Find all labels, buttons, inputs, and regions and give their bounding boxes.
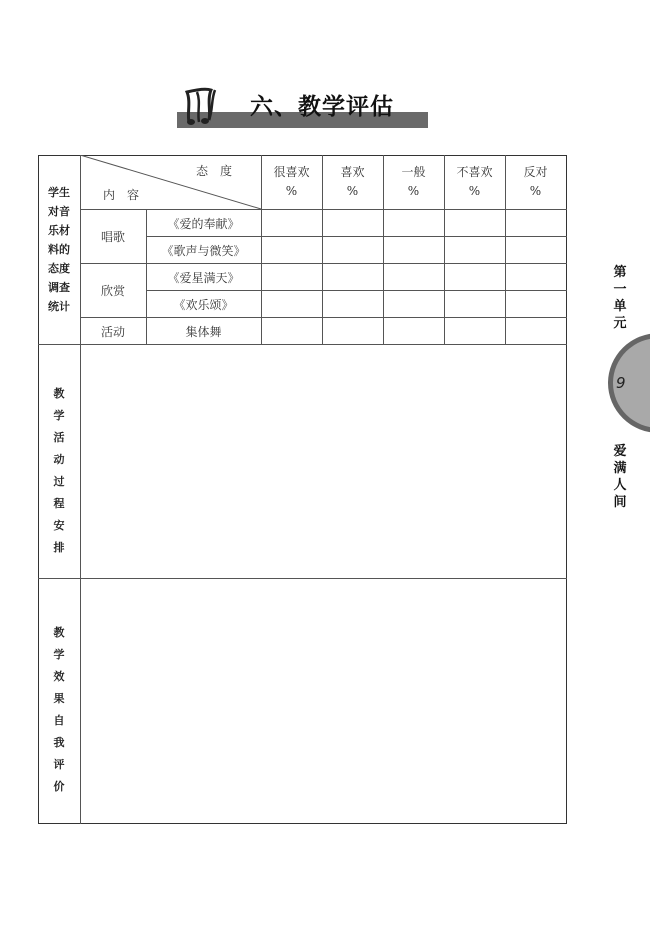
label-char: 人	[613, 478, 627, 493]
label-char: 价	[53, 780, 65, 793]
column-header	[261, 163, 322, 198]
label-line: 料的	[48, 243, 70, 256]
column-unit: %	[468, 184, 481, 198]
label-char: 动	[53, 453, 65, 466]
label-line: 对音	[48, 205, 70, 218]
label-line: 统计	[48, 300, 70, 313]
label-char: 学	[53, 409, 65, 422]
unit-label	[612, 264, 628, 332]
column-label: 很喜欢	[273, 165, 310, 179]
teaching-process-area[interactable]	[81, 345, 566, 577]
item-label: 《欢乐颂》	[173, 298, 234, 312]
column-label: 喜欢	[340, 165, 365, 179]
label-char: 程	[53, 497, 65, 510]
label-line: 乐材	[48, 224, 70, 237]
self-evaluation-area[interactable]	[81, 579, 566, 823]
label-char: 元	[613, 316, 627, 331]
item-label: 《歌声与微笑》	[161, 244, 246, 258]
divider	[80, 317, 567, 318]
corner-header-attitude: 态 度	[196, 164, 233, 178]
label-char: 我	[53, 736, 65, 749]
page-number: 9	[616, 374, 626, 392]
label-char: 评	[53, 758, 65, 771]
page-title: 六、教学评估	[250, 94, 394, 120]
label-char: 第	[613, 265, 627, 280]
label-char: 满	[613, 461, 627, 476]
item-label: 集体舞	[185, 325, 222, 339]
label-line: 调查	[48, 281, 70, 294]
divider	[261, 236, 567, 237]
label-char: 爱	[613, 444, 627, 459]
column-header	[322, 163, 383, 198]
column-unit: %	[407, 184, 420, 198]
corner-header-content: 内 容	[103, 188, 140, 202]
column-unit: %	[346, 184, 359, 198]
category-activity: 活动	[100, 325, 125, 339]
section-label-attitude-survey	[38, 183, 80, 316]
item-label: 《爱的奉献》	[167, 217, 240, 231]
label-char: 教	[53, 626, 65, 639]
section-label-teaching-process	[49, 383, 69, 559]
column-label: 反对	[523, 165, 548, 179]
label-char: 活	[53, 431, 65, 444]
label-char: 果	[53, 692, 65, 705]
item-label: 《爱星满天》	[167, 271, 240, 285]
category-appreciation: 欣赏	[100, 284, 125, 298]
label-char: 过	[53, 475, 65, 488]
column-unit: %	[285, 184, 298, 198]
column-label: 不喜欢	[456, 165, 493, 179]
column-header	[444, 163, 505, 198]
label-char: 自	[53, 714, 65, 727]
label-char: 学	[53, 648, 65, 661]
label-line: 学生	[48, 186, 70, 199]
column-unit: %	[529, 184, 542, 198]
unit-title	[612, 443, 628, 511]
label-char: 教	[53, 387, 65, 400]
music-notes-icon	[181, 84, 225, 128]
label-char: 一	[613, 282, 627, 297]
category-singing: 唱歌	[100, 230, 125, 244]
divider	[80, 263, 567, 264]
page-number-badge	[608, 333, 650, 433]
column-header	[383, 163, 444, 198]
column-header	[505, 163, 566, 198]
column-label: 一般	[401, 165, 426, 179]
label-char: 间	[613, 495, 627, 510]
label-char: 效	[53, 670, 65, 683]
label-char: 安	[53, 519, 65, 532]
label-char: 排	[53, 541, 65, 554]
label-char: 单	[613, 299, 627, 314]
divider	[261, 290, 567, 291]
label-line: 态度	[48, 262, 70, 275]
section-label-self-evaluation	[49, 622, 69, 798]
